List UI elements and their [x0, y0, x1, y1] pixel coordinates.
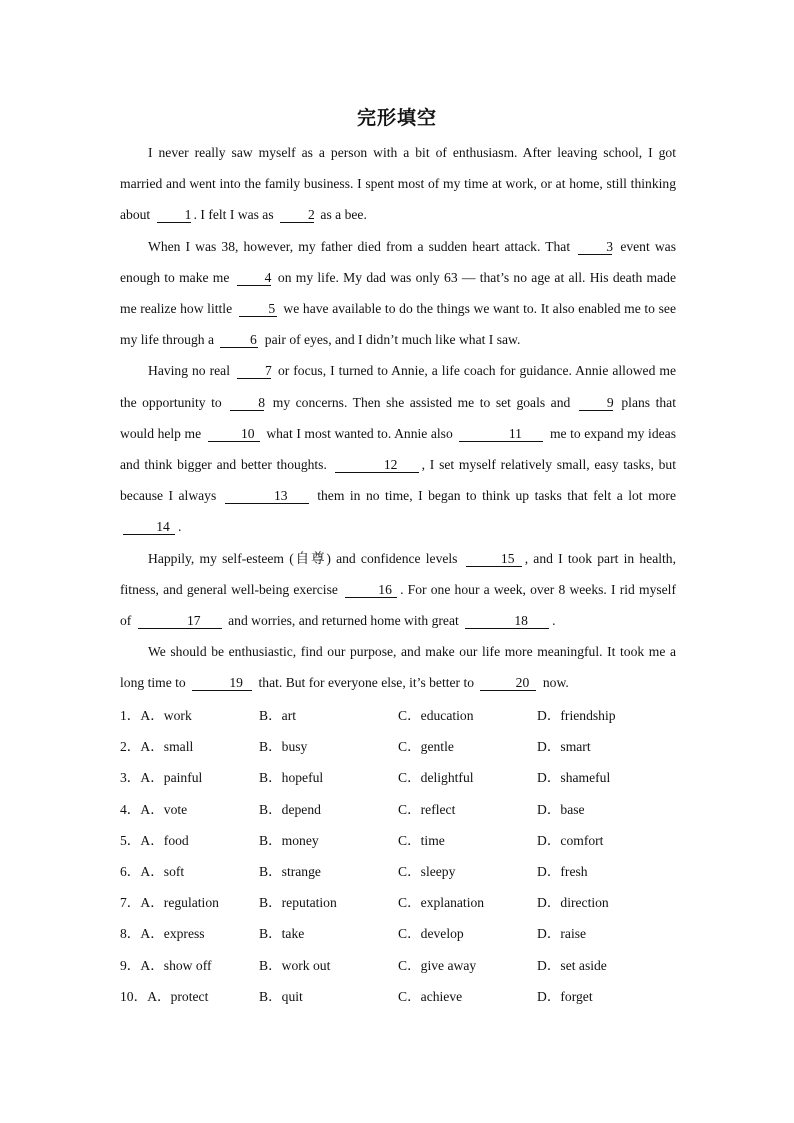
passage-text: event was enough to make me: [120, 238, 676, 285]
passage-text: we have available to do the things we want to. It also enabled me to see my life through a: [120, 301, 676, 348]
passage-text: . I felt I was as: [193, 207, 278, 223]
page-title: 完形填空: [356, 107, 437, 129]
passage-text: When I was 38, however, my father died from a sudden heart attack. That: [148, 238, 576, 254]
blank-19: 19: [192, 675, 252, 691]
option-d: D．set aside: [537, 957, 607, 973]
option-c: C．develop: [398, 926, 464, 942]
option-b: B．take: [259, 926, 305, 942]
passage-text: We should be enthusiastic, find our purpose, and make our life more meaningful. It took me a long time to: [120, 644, 676, 691]
option-a: 7．A．regulation: [120, 895, 219, 911]
question-row: [120, 700, 680, 731]
question-row: [120, 981, 680, 1012]
question-number: 3．: [120, 770, 141, 786]
option-d: D．shameful: [537, 770, 611, 786]
option-d: D．forget: [537, 988, 593, 1004]
option-b: B．strange: [259, 863, 321, 879]
passage-text: , and I took part in health, fitness, and general well-being exercise: [120, 550, 676, 597]
option-b: B．depend: [259, 801, 321, 817]
question-row: [120, 950, 680, 981]
blank-4: 4: [237, 270, 271, 286]
option-b: B．hopeful: [259, 770, 324, 786]
question-row: [120, 762, 680, 793]
passage-text: Happily, my self-esteem (自尊) and confidence levels: [148, 550, 463, 566]
option-d: D．base: [537, 801, 585, 817]
blank-7: 7: [237, 363, 271, 379]
question-number: 1．: [120, 708, 141, 723]
paragraph-5: [120, 636, 676, 698]
passage-text: , I set myself relatively small, easy tasks, but because I always: [120, 457, 676, 504]
blank-6: 6: [220, 332, 258, 348]
question-row: [120, 794, 680, 825]
blank-15: 15: [466, 551, 522, 567]
question-number: 10．: [120, 988, 148, 1004]
blank-9: 9: [579, 395, 613, 411]
option-c: C．reflect: [398, 801, 456, 817]
option-c: C．time: [398, 832, 445, 848]
passage-text: or focus, I turned to Annie, a life coach for guidance. Annie allowed me the opportunity to: [120, 363, 676, 410]
passage-text: that. But for everyone else, it’s better to: [255, 675, 478, 691]
blank-8: 8: [230, 395, 264, 411]
question-row: [120, 918, 680, 949]
answer-options: [120, 700, 680, 1012]
blank-20: 20: [480, 675, 536, 691]
option-b: B．reputation: [259, 895, 337, 911]
option-b: B．work out: [259, 957, 331, 973]
option-a: 5．A．food: [120, 832, 189, 848]
option-c: C．explanation: [398, 895, 485, 911]
option-b: B．busy: [259, 739, 308, 755]
passage-text: my concerns. Then she assisted me to set goals and: [267, 394, 576, 410]
question-number: 9．: [120, 957, 141, 973]
option-d: D．friendship: [537, 708, 616, 723]
question-row: [120, 731, 680, 762]
option-a: 3．A．painful: [120, 770, 203, 786]
option-d: D．comfort: [537, 832, 604, 848]
option-c: C．sleepy: [398, 863, 456, 879]
option-a: 8．A．express: [120, 926, 205, 942]
blank-11: 11: [459, 426, 543, 442]
option-c: C．give away: [398, 957, 477, 973]
paragraph-2: [120, 231, 676, 356]
question-number: 5．: [120, 832, 141, 848]
question-number: 4．: [120, 801, 141, 817]
option-d: D．direction: [537, 895, 609, 911]
option-c: C．achieve: [398, 988, 463, 1004]
option-b: B．quit: [259, 988, 303, 1004]
question-row: [120, 856, 680, 887]
passage-text: .: [552, 613, 556, 629]
paragraph-3: [120, 355, 676, 542]
passage-text: on my life. My dad was only 63 — that’s no age at all. His death made me realize how little: [120, 269, 676, 317]
blank-2: 2: [280, 207, 314, 223]
paragraph-4: [120, 543, 676, 637]
option-b: B．art: [259, 708, 296, 723]
blank-12: 12: [335, 457, 419, 473]
passage-text: plans that would help me: [120, 394, 676, 441]
passage-text: pair of eyes, and I didn’t much like what I saw.: [261, 332, 521, 348]
passage-text: Having no real: [148, 363, 234, 379]
question-row: [120, 887, 680, 918]
blank-16: 16: [345, 582, 397, 598]
option-a: 10．A．protect: [120, 988, 209, 1004]
question-number: 8．: [120, 926, 141, 942]
option-a: 4．A．vote: [120, 801, 188, 817]
blank-3: 3: [578, 239, 612, 255]
option-a: 9．A．show off: [120, 957, 212, 973]
option-d: D．raise: [537, 926, 587, 942]
blank-18: 18: [465, 613, 549, 629]
blank-14: 14: [123, 519, 175, 535]
option-a: 6．A．soft: [120, 863, 185, 879]
passage-text: me to expand my ideas and think bigger and better thoughts.: [120, 425, 676, 473]
paragraph-1: [120, 137, 676, 231]
blank-1: 1: [157, 207, 191, 223]
passage-text: what I most wanted to. Annie also: [262, 425, 457, 441]
passage-text: now.: [539, 675, 569, 691]
passage-text: and worries, and returned home with great: [224, 613, 463, 629]
passage-text: . For one hour a week, over 8 weeks. I rid myself of: [120, 581, 676, 629]
option-c: C．gentle: [398, 739, 454, 755]
blank-13: 13: [225, 488, 309, 504]
question-number: 2．: [120, 739, 141, 755]
option-d: D．fresh: [537, 863, 588, 879]
option-c: C．education: [398, 708, 474, 723]
option-c: C．delightful: [398, 770, 474, 786]
blank-5: 5: [239, 301, 277, 317]
option-b: B．money: [259, 832, 319, 848]
question-row: [120, 825, 680, 856]
option-a: 2．A．small: [120, 739, 194, 755]
passage-text: .: [178, 519, 182, 535]
passage-text: I never really saw myself as a person with a bit of enthusiasm. After leaving school, I got married and went into the family business. I spent most of my time at work, or at home, still thinking about: [120, 145, 676, 223]
option-a: 1．A．work: [120, 708, 192, 723]
option-d: D．smart: [537, 739, 591, 755]
blank-10: 10: [208, 426, 260, 442]
passage-text: them in no time, I began to think up tasks that felt a lot more: [311, 488, 676, 504]
blank-17: 17: [138, 613, 222, 629]
passage-text: as a bee.: [317, 207, 367, 223]
question-number: 7．: [120, 895, 141, 911]
passage: [120, 137, 676, 699]
question-number: 6．: [120, 863, 141, 879]
